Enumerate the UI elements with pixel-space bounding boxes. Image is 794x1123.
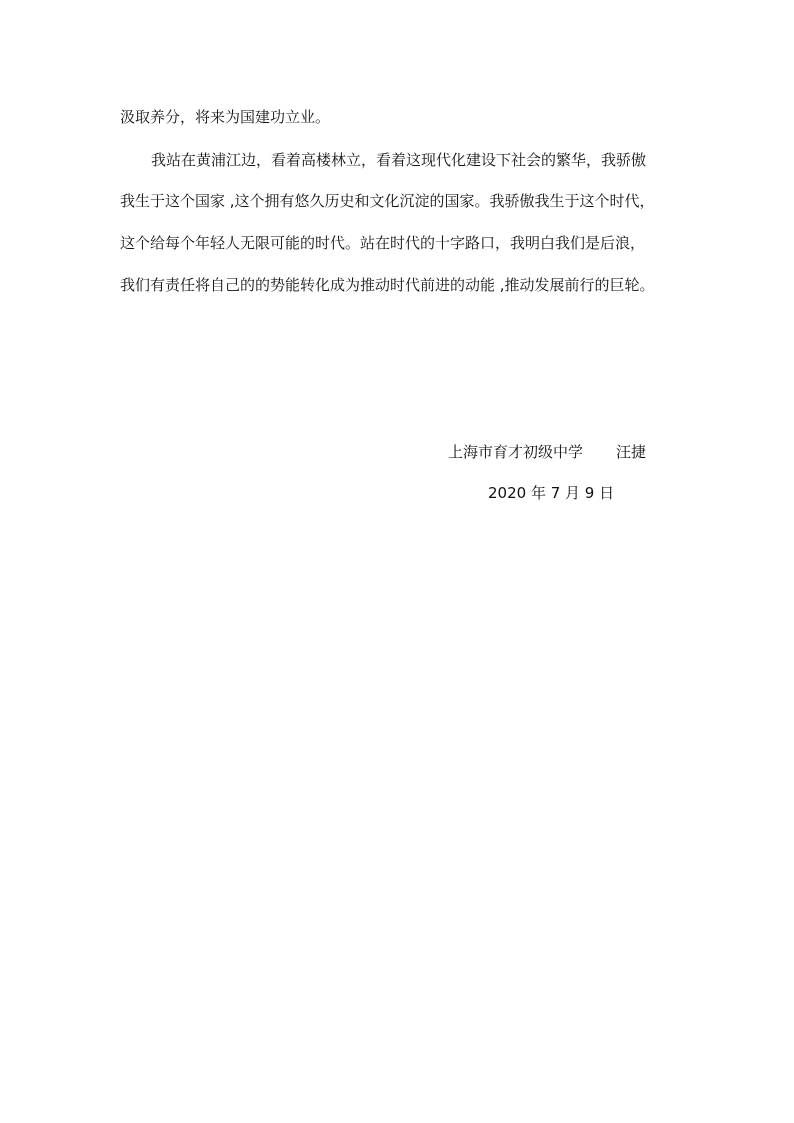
signature-name: 汪捷: [616, 443, 647, 461]
paragraph-line-4: 这个给每个年轻人无限可能的时代。站在时代的十字路口，我明白我们是后浪，: [120, 234, 646, 252]
paragraph-line-1: 汲取养分，将来为国建功立业。: [120, 108, 331, 126]
paragraph-line-5: 我们有责任将自己的的势能转化成为推动时代前进的动能 ,推动发展前行的巨轮。: [120, 276, 655, 294]
paragraph-line-2: 我站在黄浦江边，看着高楼林立，看着这现代化建设下社会的繁华，我骄傲: [151, 151, 647, 169]
paragraph-line-3: 我生于这个国家 ,这个拥有悠久历史和文化沉淀的国家。我骄傲我生于这个时代，: [120, 192, 655, 210]
signature-date: 2020 年 7 月 9 日: [488, 484, 615, 502]
signature-school: 上海市育才初级中学: [448, 443, 584, 461]
